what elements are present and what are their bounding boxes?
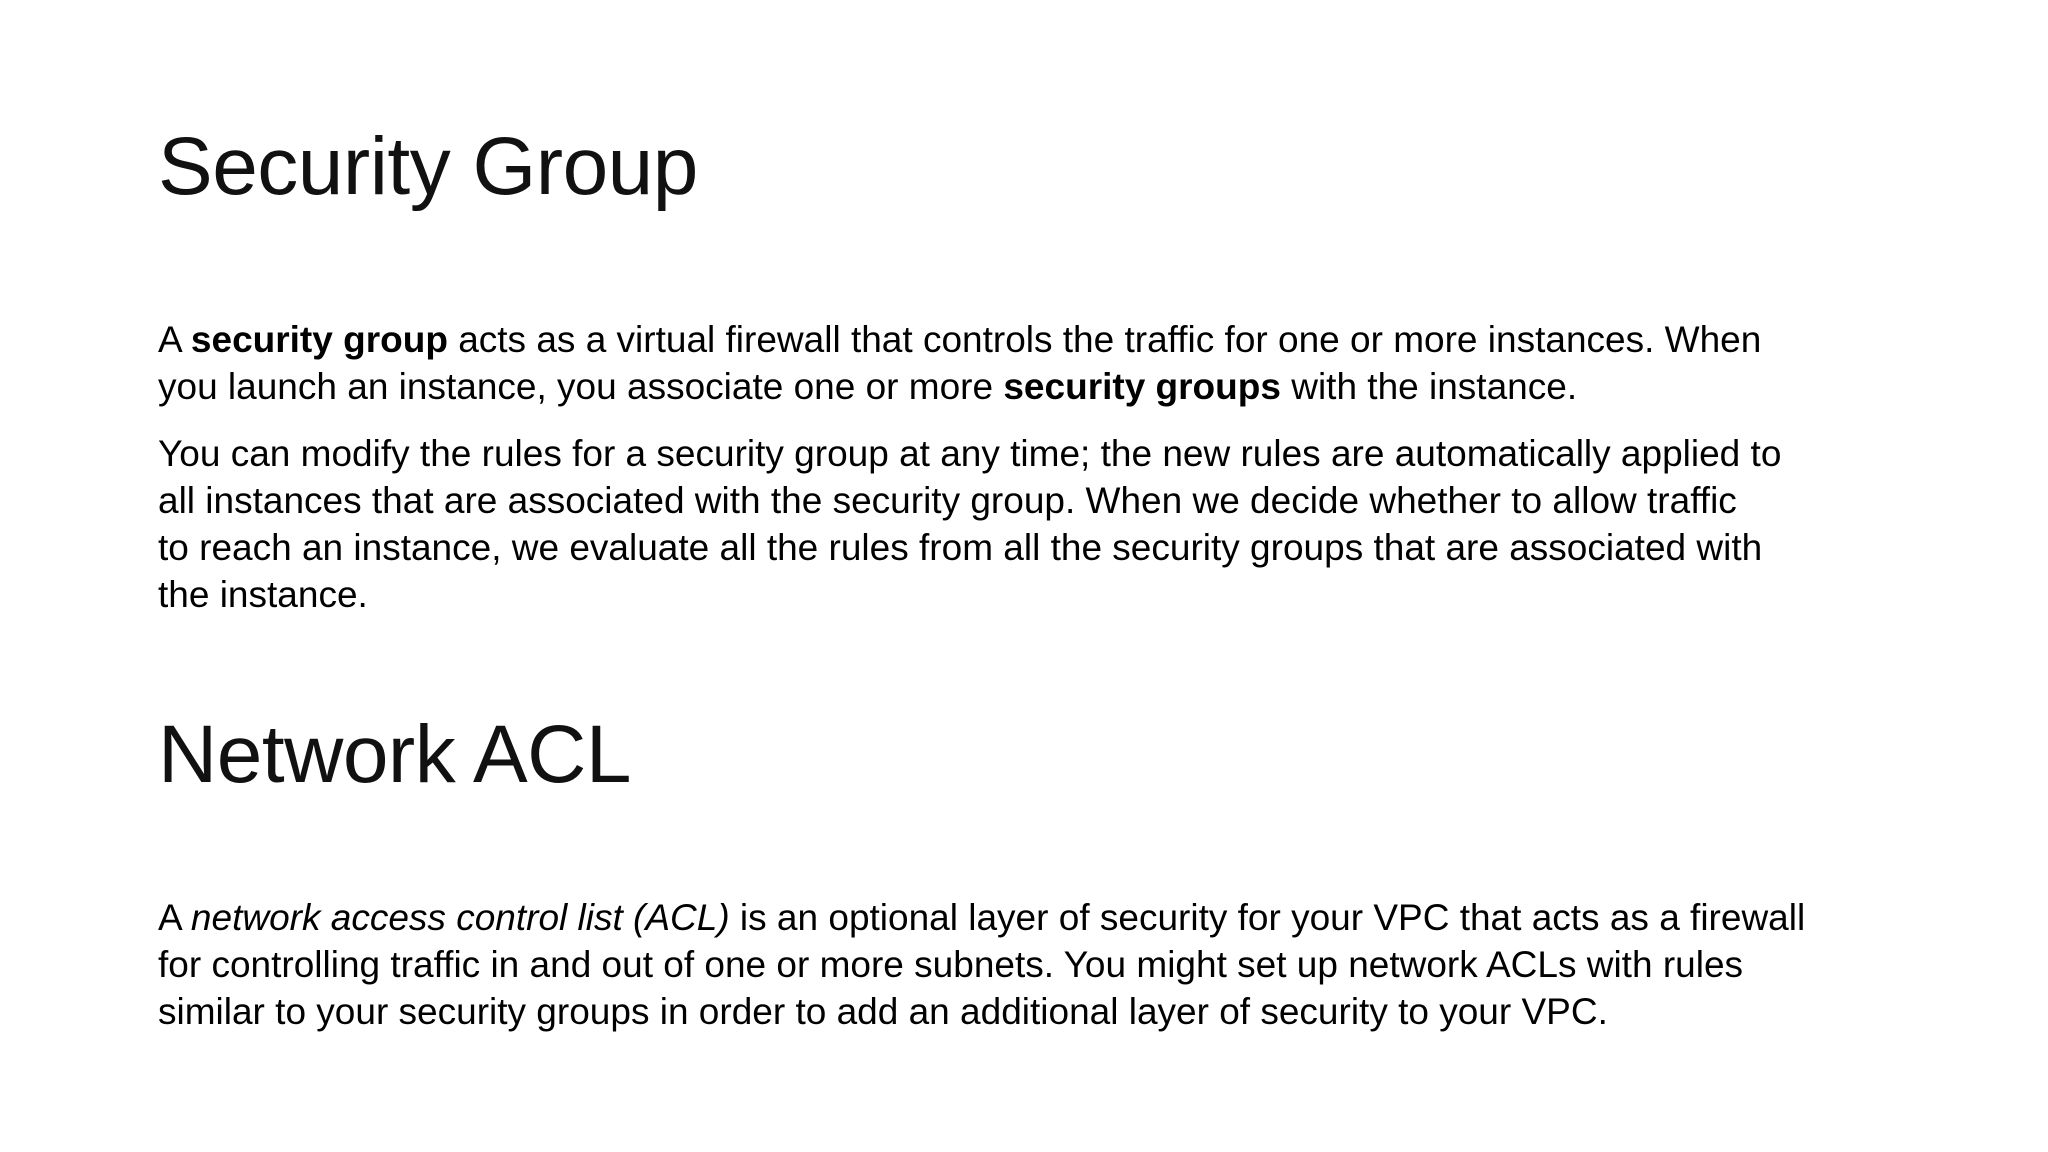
network-acl-body xyxy=(158,894,1918,1055)
bold-term: security group xyxy=(190,319,448,360)
text-line xyxy=(158,363,1918,410)
text-line: You can modify the rules for a security group at any time; the new rules are automatically applied to xyxy=(158,433,1782,474)
text-line: all instances that are associated with the security group. When we decide whether to allow traffic xyxy=(158,480,1737,521)
text-line: to reach an instance, we evaluate all the rules from all the security groups that are associated with xyxy=(158,527,1763,568)
text-run: with the instance. xyxy=(1280,366,1578,407)
text-run: you launch an instance, you associate one or more xyxy=(158,366,1004,407)
security-group-body xyxy=(158,316,1918,638)
security-group-paragraph-1 xyxy=(158,316,1918,410)
bold-term: security groups xyxy=(1003,366,1281,407)
text-run: acts as a virtual firewall that controls the traffic for one or more instances. When xyxy=(447,319,1762,360)
security-group-paragraph-2 xyxy=(158,430,1918,618)
text-run: is an optional layer of security for your VPC that acts as a firewall xyxy=(729,897,1806,938)
network-acl-paragraph xyxy=(158,894,1918,1035)
text-line: similar to your security groups in order to add an additional layer of security to your VPC. xyxy=(158,991,1608,1032)
text-line: the instance. xyxy=(158,574,368,615)
network-acl-title: Network ACL xyxy=(158,709,632,800)
text-run: A xyxy=(158,319,191,360)
text-line xyxy=(158,894,1918,941)
text-run: A xyxy=(158,897,191,938)
security-group-title: Security Group xyxy=(158,121,698,212)
text-line: for controlling traffic in and out of one or more subnets. You might set up network ACLs with rules xyxy=(158,944,1744,985)
text-line xyxy=(158,316,1918,363)
italic-term: network access control list (ACL) xyxy=(190,897,730,938)
